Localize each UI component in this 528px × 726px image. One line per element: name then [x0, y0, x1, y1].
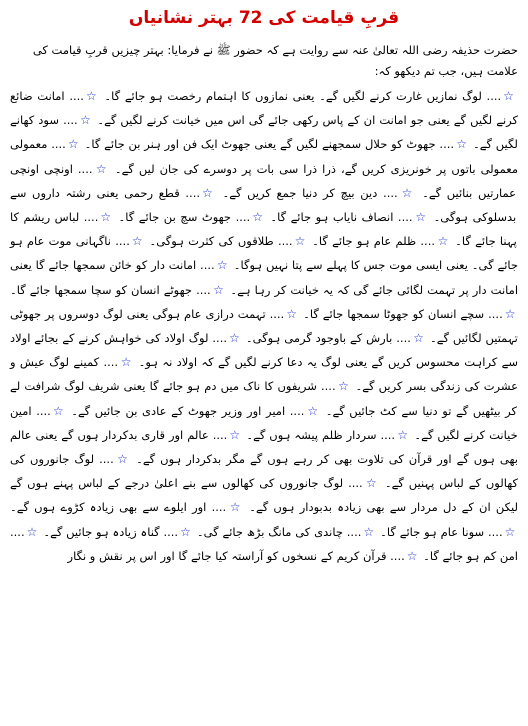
sign-text: سود کھانے لگیں گے۔: [10, 113, 518, 152]
star-icon: ☆: [216, 258, 228, 273]
ellipsis: ....: [269, 306, 285, 321]
sign-item: [145, 234, 308, 248]
ellipsis: ....: [289, 403, 305, 418]
ellipsis: ....: [212, 331, 228, 346]
star-icon: ☆: [406, 548, 418, 563]
star-icon: ☆: [399, 185, 415, 200]
star-icon: ☆: [504, 306, 516, 321]
star-icon: ☆: [85, 89, 98, 103]
sign-text: جھوٹے انسان کو سچا سمجھا جائے گا۔: [10, 282, 197, 297]
star-icon: ☆: [414, 210, 428, 225]
ellipsis: ....: [397, 210, 413, 225]
star-icon: ☆: [504, 524, 516, 539]
sign-text: امانت ضائع کرنے لگیں گے یعنی جو امانت ان کے پاس رکھی جائے گی اس میں خیانت کرنے لگیں گے۔: [10, 89, 519, 128]
ellipsis: ....: [390, 548, 405, 563]
star-icon: ☆: [364, 476, 378, 491]
ellipsis: ....: [69, 89, 84, 103]
signs-list: [10, 84, 518, 568]
star-icon: ☆: [26, 524, 38, 539]
ellipsis: ....: [185, 185, 201, 200]
ellipsis: ....: [348, 476, 363, 491]
sign-text: کمینے لوگ عیش و عشرت کی زندگی بسر کریں گے۔: [10, 355, 518, 394]
ellipsis: ....: [200, 258, 215, 273]
star-icon: ☆: [294, 234, 306, 249]
sign-text: شریفوں کا ناک میں دم ہو جائے گا یعنی شریف لوگ شرافت لے کر بیٹھیں گے تو دنیا سے کٹ جائیں گے۔: [10, 379, 518, 418]
ellipsis: ....: [163, 524, 179, 539]
ellipsis: ....: [99, 452, 114, 467]
sign-item: [308, 234, 451, 248]
sign-text: دین بیچ کر دنیا جمع کریں گے۔: [216, 185, 384, 200]
sign-text: اونچی اونچی عمارتیں بنائیں گے۔: [10, 161, 516, 200]
sign-text: لوگ اولاد کی خواہش کرنے کے بجائے اولاد سے کراہت محسوس کریں گے یعنی لوگ یہ دعا کرنے لگیں گے کہ اولاد نہ ہو۔: [10, 331, 518, 370]
sign-text: ناگہانی موت عام ہو جائے گی۔ یعنی ایسی موت جس کا پہلے سے پتا نہیں ہوگا۔: [10, 234, 519, 273]
sign-text: لوگ جانوروں کی کھالوں سے بنے اعلیٰ درجے کے لباس پہنے ہوں گے لیکن ان کے دل مردار سے بھی زیادہ بدبودار ہوں گے۔: [10, 476, 518, 515]
sign-text: جھوٹ کو حلال سمجھنے لگیں گے یعنی جھوٹ ایک فن اور ہنر بن جائے گا۔: [80, 137, 440, 152]
sign-item: [266, 210, 429, 224]
sign-item: [299, 307, 518, 321]
star-icon: ☆: [363, 524, 375, 539]
star-icon: ☆: [503, 89, 515, 103]
sign-item: [68, 549, 420, 563]
ellipsis: ....: [51, 137, 66, 152]
star-icon: ☆: [456, 137, 468, 152]
sign-text: قرآن کریم کے نسخوں کو آراستہ کیا جائے گا اور اس پر نقش و نگار: [67, 548, 391, 563]
sign-text: امانت دار کو خائن سمجھا جائے گا یعنی امانت دار پر تہمت لگائی جائے گی کہ یہ خیانت کر رہا ہے۔: [10, 258, 519, 297]
sign-text: اور ایلوے سے بھی زیادہ کڑوے ہوں گے۔: [10, 500, 212, 515]
sign-item: [67, 404, 322, 418]
sign-text: لوگ جانوروں کی کھالوں کے لباس پہنیں گے۔: [10, 452, 518, 491]
ellipsis: ....: [10, 524, 25, 539]
star-icon: ☆: [437, 234, 449, 249]
sign-text: طلاقوں کی کثرت ہوگی۔: [145, 234, 278, 249]
star-icon: ☆: [229, 427, 241, 442]
sign-text: چاندی کی مانگ بڑھ جائے گی۔: [193, 524, 347, 539]
ellipsis: ....: [487, 524, 503, 539]
star-icon: ☆: [180, 524, 192, 539]
star-icon: ☆: [120, 355, 133, 370]
intro-paragraph: حضرت حذیفہ رضی اللہ تعالیٰ عنہ سے روایت ہے کہ حضور ﷺ نے فرمایا: بہتر چیزیں قربِ قیامت کی علامت ہیں، جب تم دیکھو کہ:: [32, 43, 518, 78]
sign-text: سچے انسان کو جھوٹا سمجھا جائے گا۔: [299, 306, 489, 321]
ellipsis: ....: [36, 403, 51, 418]
ellipsis: ....: [380, 427, 396, 442]
ellipsis: ....: [235, 210, 251, 225]
sign-item: [193, 525, 376, 539]
sign-item: [114, 210, 266, 224]
ellipsis: ....: [396, 331, 411, 346]
sign-item: [100, 89, 517, 103]
sign-text: امن کم ہو جائے گا۔: [419, 548, 518, 563]
ellipsis: ....: [196, 282, 211, 297]
star-icon: ☆: [228, 500, 243, 515]
star-icon: ☆: [286, 306, 298, 321]
star-icon: ☆: [202, 185, 215, 200]
sign-item: [10, 283, 226, 297]
sign-text: معمولی معمولی باتوں پر خونریزی کریں گے، ذرا ذرا سی بات پر دوسرے کی جان لیں گے۔: [10, 137, 518, 176]
sign-text: انصاف نایاب ہو جائے گا۔: [265, 210, 398, 225]
ellipsis: ....: [383, 185, 398, 200]
sign-text: قطع رحمی یعنی رشتہ داروں سے بدسلوکی ہوگی۔: [10, 185, 517, 225]
ellipsis: ....: [420, 234, 436, 249]
sign-text: عالم اور قاری بدکردار ہوں گے یعنی عالم بھی ہوں گے اور قرآن کی تلاوت بھی کر رہے ہوں گے مگر بدکردار ہوں گے۔: [10, 427, 518, 467]
ellipsis: ....: [212, 427, 228, 442]
sign-text: سردار ظلم پیشہ ہوں گے۔: [242, 427, 381, 442]
sign-text: ظلم عام ہو جائے گا۔: [307, 234, 421, 249]
sign-text: بارش کے باوجود گرمی ہوگی۔: [242, 331, 397, 346]
sign-item: [40, 525, 193, 539]
ellipsis: ....: [488, 306, 503, 321]
ellipsis: ....: [83, 210, 99, 225]
star-icon: ☆: [79, 113, 92, 128]
ellipsis: ....: [103, 355, 119, 370]
ellipsis: ....: [211, 500, 227, 515]
sign-text: جھوٹ سچ بن جائے گا۔: [113, 210, 236, 225]
sign-text: سونا عام ہو جائے گا۔: [376, 524, 488, 539]
star-icon: ☆: [67, 137, 79, 152]
star-icon: ☆: [212, 282, 225, 297]
ellipsis: ....: [346, 524, 362, 539]
sign-item: [81, 137, 469, 151]
ellipsis: ....: [277, 234, 293, 249]
star-icon: ☆: [306, 403, 320, 418]
sign-item: [217, 186, 417, 200]
sign-text: تہمت درازی عام ہوگی یعنی لوگ دوسروں پر جھوٹی تہمتیں لگائیں گے۔: [10, 306, 518, 346]
ellipsis: ....: [77, 161, 93, 176]
sign-text: لوگ نمازیں غارت کرنے لگیں گے۔ یعنی نمازوں کا اہتمام رخصت ہو جائے گا۔: [99, 89, 487, 103]
star-icon: ☆: [229, 331, 240, 346]
sign-item: [242, 428, 410, 442]
star-icon: ☆: [397, 427, 409, 442]
star-icon: ☆: [52, 403, 65, 418]
sign-item: [10, 500, 244, 514]
sign-item: [376, 525, 517, 539]
star-icon: ☆: [131, 234, 144, 249]
sign-item: [242, 331, 426, 345]
ellipsis: ....: [486, 89, 502, 103]
star-icon: ☆: [337, 379, 350, 394]
ellipsis: ....: [63, 113, 78, 128]
sign-text: گناہ زیادہ ہو جائیں گے۔: [39, 524, 164, 539]
sign-text: امیر اور وزیر جھوٹ کے عادی بن جائیں گے۔: [66, 403, 290, 418]
sign-text: امین خیانت کرنے لگیں گے۔: [10, 403, 518, 442]
star-icon: ☆: [412, 331, 425, 346]
star-icon: ☆: [94, 161, 108, 176]
page-title: قربِ قیامت کی 72 بہتر نشانیاں: [128, 8, 400, 28]
star-icon: ☆: [115, 452, 130, 467]
ellipsis: ....: [439, 137, 455, 152]
star-icon: ☆: [252, 210, 264, 225]
star-icon: ☆: [100, 210, 112, 225]
sign-text: لباس ریشم کا پہنا جائے گا۔: [10, 210, 517, 249]
ellipsis: ....: [115, 234, 130, 249]
ellipsis: ....: [320, 379, 336, 394]
